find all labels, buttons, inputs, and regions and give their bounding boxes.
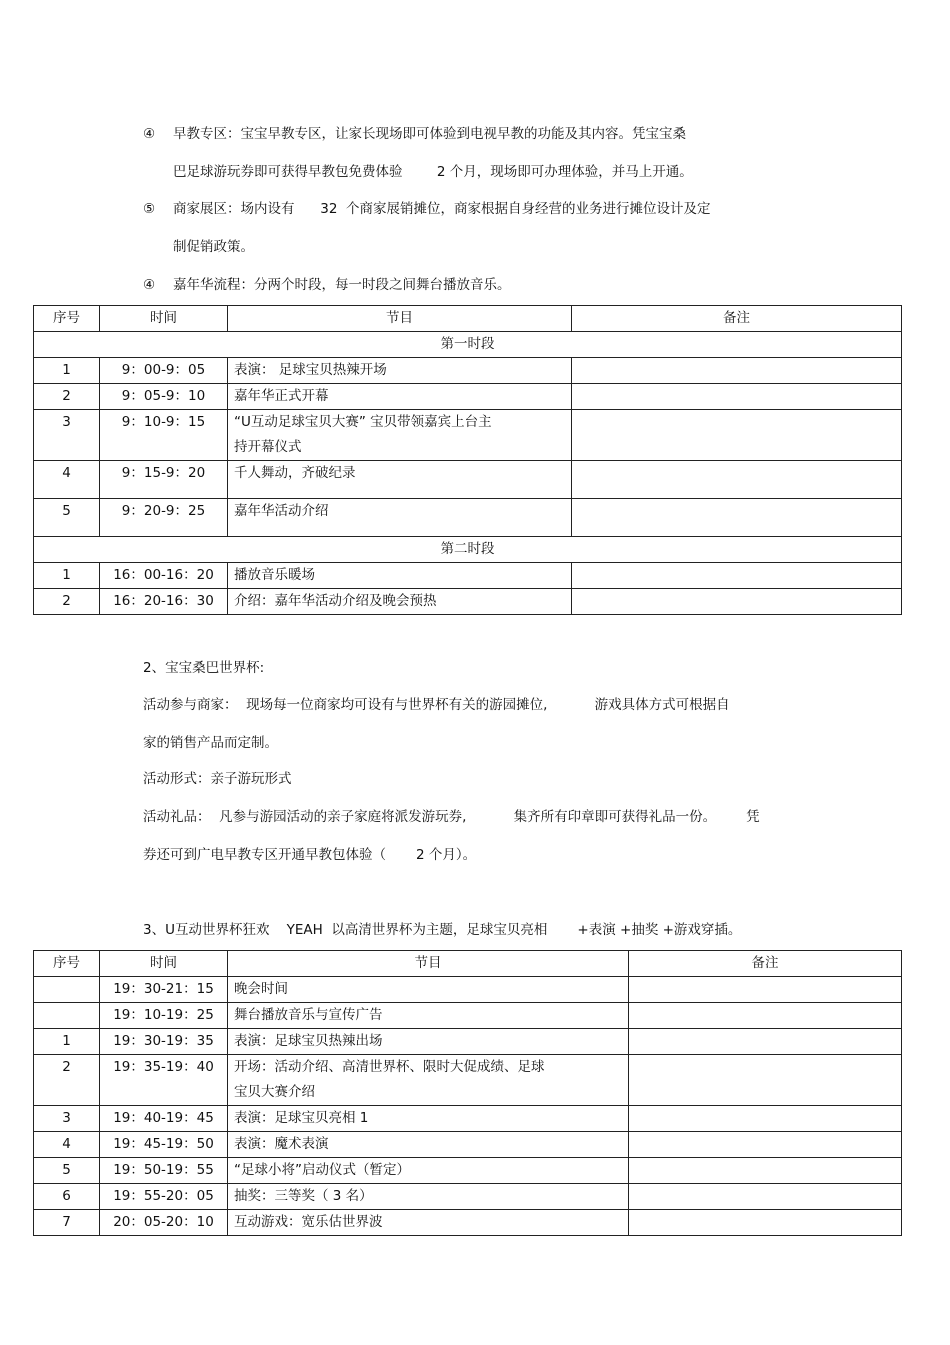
header-time: 时间	[100, 951, 228, 977]
section2-para2: 活动形式：亲子游玩形式	[143, 771, 292, 787]
cell-program: “足球小将”启动仪式（暂定）	[228, 1158, 629, 1184]
cell-time: 19：55-20：05	[100, 1184, 228, 1210]
table-header-row	[34, 306, 902, 332]
cell-note	[572, 358, 902, 384]
cell-note	[572, 589, 902, 615]
table-row	[34, 1132, 902, 1158]
cell-note	[572, 384, 902, 410]
section2-para1-line2: 家的销售产品而定制。	[143, 735, 278, 751]
cell-time: 9：10-9：15	[100, 410, 228, 461]
cell-time: 19：40-19：45	[100, 1106, 228, 1132]
cell-no: 2	[34, 1055, 100, 1106]
header-note: 备注	[572, 306, 902, 332]
cell-program	[228, 1055, 629, 1106]
merchant-line-2: 制促销政策。	[173, 239, 254, 255]
section2-para3-line2: 券还可到广电早教专区开通早教包体验（ 2 个月）。	[143, 847, 477, 863]
table-row	[34, 461, 902, 499]
cell-program	[228, 410, 572, 461]
section2-para3-line1: 活动礼品： 凡参与游园活动的亲子家庭将派发游玩券, 集齐所有印章即可获得礼品一份。 凭	[143, 809, 760, 825]
cell-note	[629, 1158, 902, 1184]
cell-note	[572, 410, 902, 461]
cell-note	[572, 499, 902, 537]
program-line: 宝贝大赛介绍	[234, 1084, 315, 1100]
section-label-2: 第二时段	[34, 537, 902, 563]
cell-note	[629, 1132, 902, 1158]
section-row	[34, 332, 902, 358]
cell-note	[629, 1055, 902, 1106]
cell-program: 播放音乐暖场	[228, 563, 572, 589]
cell-note	[629, 977, 902, 1003]
cell-time: 9：20-9：25	[100, 499, 228, 537]
cell-no: 4	[34, 461, 100, 499]
cell-no: 1	[34, 1029, 100, 1055]
cell-time: 19：45-19：50	[100, 1132, 228, 1158]
cell-time: 9：05-9：10	[100, 384, 228, 410]
cell-program: 千人舞动，齐破纪录	[228, 461, 572, 499]
cell-note	[572, 461, 902, 499]
section2-heading: 2、宝宝桑巴世界杯:	[143, 660, 265, 676]
cell-program: 嘉年华正式开幕	[228, 384, 572, 410]
cell-program: 互动游戏：宽乐估世界波	[228, 1210, 629, 1236]
item-marker: ⑤	[143, 201, 156, 217]
cell-no: 7	[34, 1210, 100, 1236]
header-no: 序号	[34, 306, 100, 332]
merchant-line-1: 商家展区：场内设有 32 个商家展销摊位，商家根据自身经营的业务进行摊位设计及定	[173, 201, 711, 217]
cell-time: 19：50-19：55	[100, 1158, 228, 1184]
cell-program: 表演： 足球宝贝热辣开场	[228, 358, 572, 384]
cell-note	[629, 1029, 902, 1055]
header-no: 序号	[34, 951, 100, 977]
table-row	[34, 563, 902, 589]
table-row	[34, 589, 902, 615]
table-row	[34, 358, 902, 384]
cell-no: 1	[34, 358, 100, 384]
table-row	[34, 410, 902, 461]
schedule-table-1	[33, 305, 902, 615]
early-edu-line-1: 早教专区：宝宝早教专区，让家长现场即可体验到电视早教的功能及其内容。凭宝宝桑	[173, 126, 686, 142]
header-program: 节目	[228, 306, 572, 332]
cell-no: 4	[34, 1132, 100, 1158]
cell-program: 表演：足球宝贝亮相 1	[228, 1106, 629, 1132]
cell-program: 嘉年华活动介绍	[228, 499, 572, 537]
section-label-1: 第一时段	[34, 332, 902, 358]
cell-time: 9：00-9：05	[100, 358, 228, 384]
cell-program: 晚会时间	[228, 977, 629, 1003]
item-marker: ④	[143, 126, 156, 142]
table-row	[34, 1158, 902, 1184]
cell-no: 3	[34, 1106, 100, 1132]
program-line: 持开幕仪式	[234, 439, 302, 455]
cell-no	[34, 977, 100, 1003]
section2-para1-line1: 活动参与商家： 现场每一位商家均可设有与世界杯有关的游园摊位, 游戏具体方式可根据自	[143, 697, 730, 713]
cell-time: 9：15-9：20	[100, 461, 228, 499]
table-row	[34, 1210, 902, 1236]
cell-no: 1	[34, 563, 100, 589]
cell-note	[629, 1184, 902, 1210]
cell-no: 2	[34, 384, 100, 410]
cell-program: 舞台播放音乐与宣传广告	[228, 1003, 629, 1029]
cell-time: 19：30-21：15	[100, 977, 228, 1003]
cell-no: 5	[34, 499, 100, 537]
flow-line: 嘉年华流程：分两个时段，每一时段之间舞台播放音乐。	[173, 277, 511, 293]
table-row	[34, 384, 902, 410]
cell-note	[629, 1106, 902, 1132]
program-line: “U互动足球宝贝大赛” 宝贝带领嘉宾上台主	[234, 414, 492, 430]
cell-time: 19：10-19：25	[100, 1003, 228, 1029]
cell-no: 3	[34, 410, 100, 461]
cell-program: 抽奖：三等奖（ 3 名）	[228, 1184, 629, 1210]
cell-time: 19：30-19：35	[100, 1029, 228, 1055]
cell-no: 5	[34, 1158, 100, 1184]
cell-note	[572, 563, 902, 589]
section-row	[34, 537, 902, 563]
cell-note	[629, 1003, 902, 1029]
cell-program: 表演：足球宝贝热辣出场	[228, 1029, 629, 1055]
table-row	[34, 1055, 902, 1106]
item-marker: ④	[143, 277, 156, 293]
cell-program: 表演：魔术表演	[228, 1132, 629, 1158]
cell-time: 16：00-16：20	[100, 563, 228, 589]
table-header-row	[34, 951, 902, 977]
schedule-table-2	[33, 950, 902, 1236]
table-row	[34, 977, 902, 1003]
table-row	[34, 1029, 902, 1055]
table-row	[34, 1106, 902, 1132]
cell-time: 20：05-20：10	[100, 1210, 228, 1236]
cell-time: 16：20-16：30	[100, 589, 228, 615]
header-time: 时间	[100, 306, 228, 332]
early-edu-line-2: 巴足球游玩券即可获得早教包免费体验 2 个月，现场即可办理体验，并马上开通。	[173, 164, 693, 180]
table-row	[34, 499, 902, 537]
cell-program: 介绍：嘉年华活动介绍及晚会预热	[228, 589, 572, 615]
table-row	[34, 1003, 902, 1029]
program-line: 开场：活动介绍、高清世界杯、限时大促成绩、足球	[234, 1059, 545, 1075]
table-row	[34, 1184, 902, 1210]
cell-note	[629, 1210, 902, 1236]
section3-heading: 3、U互动世界杯狂欢 YEAH 以高清世界杯为主题，足球宝贝亮相 +表演 +抽奖 +游戏穿插。	[143, 922, 742, 938]
cell-no: 6	[34, 1184, 100, 1210]
header-note: 备注	[629, 951, 902, 977]
header-program: 节目	[228, 951, 629, 977]
cell-no	[34, 1003, 100, 1029]
cell-no: 2	[34, 589, 100, 615]
cell-time: 19：35-19：40	[100, 1055, 228, 1106]
